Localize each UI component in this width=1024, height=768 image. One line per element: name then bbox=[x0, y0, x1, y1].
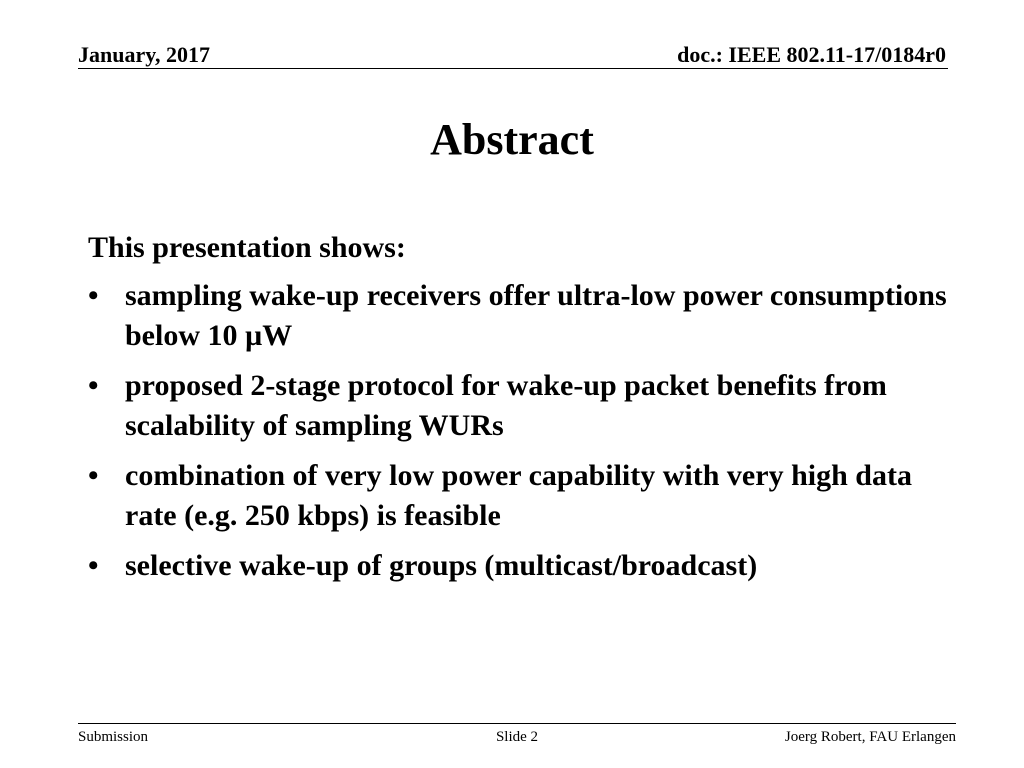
footer-slide-number: Slide 2 bbox=[495, 729, 539, 745]
footer-author: Joerg Robert, FAU Erlangen bbox=[784, 729, 956, 745]
header-doc-id: doc.: IEEE 802.11-17/0184r0 bbox=[677, 42, 946, 67]
header-divider bbox=[78, 68, 948, 69]
bullet-dot-icon: • bbox=[88, 459, 99, 492]
footer-divider bbox=[78, 723, 956, 724]
bullet-dot-icon: • bbox=[88, 549, 99, 582]
bullet-list bbox=[88, 276, 948, 586]
bullet-item bbox=[88, 366, 948, 446]
footer-submission: Submission bbox=[78, 729, 149, 745]
header-date: January, 2017 bbox=[78, 42, 211, 67]
intro-text: This presentation shows: bbox=[88, 231, 406, 264]
bullet-text: combination of very low power capability with very high data rate (e.g. 250 kbps) is feasible bbox=[125, 459, 912, 532]
bullet-item bbox=[88, 456, 948, 536]
slide-body bbox=[88, 228, 948, 596]
bullet-text: proposed 2-stage protocol for wake-up packet benefits from scalability of sampling WURs bbox=[125, 369, 887, 442]
bullet-text: selective wake-up of groups (multicast/broadcast) bbox=[125, 549, 758, 582]
bullet-dot-icon: • bbox=[88, 279, 99, 312]
bullet-item bbox=[88, 276, 948, 356]
slide-title: Abstract bbox=[430, 115, 594, 164]
bullet-dot-icon: • bbox=[88, 369, 99, 402]
bullet-text: sampling wake-up receivers offer ultra-low power consumptions below 10 µW bbox=[125, 279, 947, 352]
bullet-item bbox=[88, 546, 948, 586]
